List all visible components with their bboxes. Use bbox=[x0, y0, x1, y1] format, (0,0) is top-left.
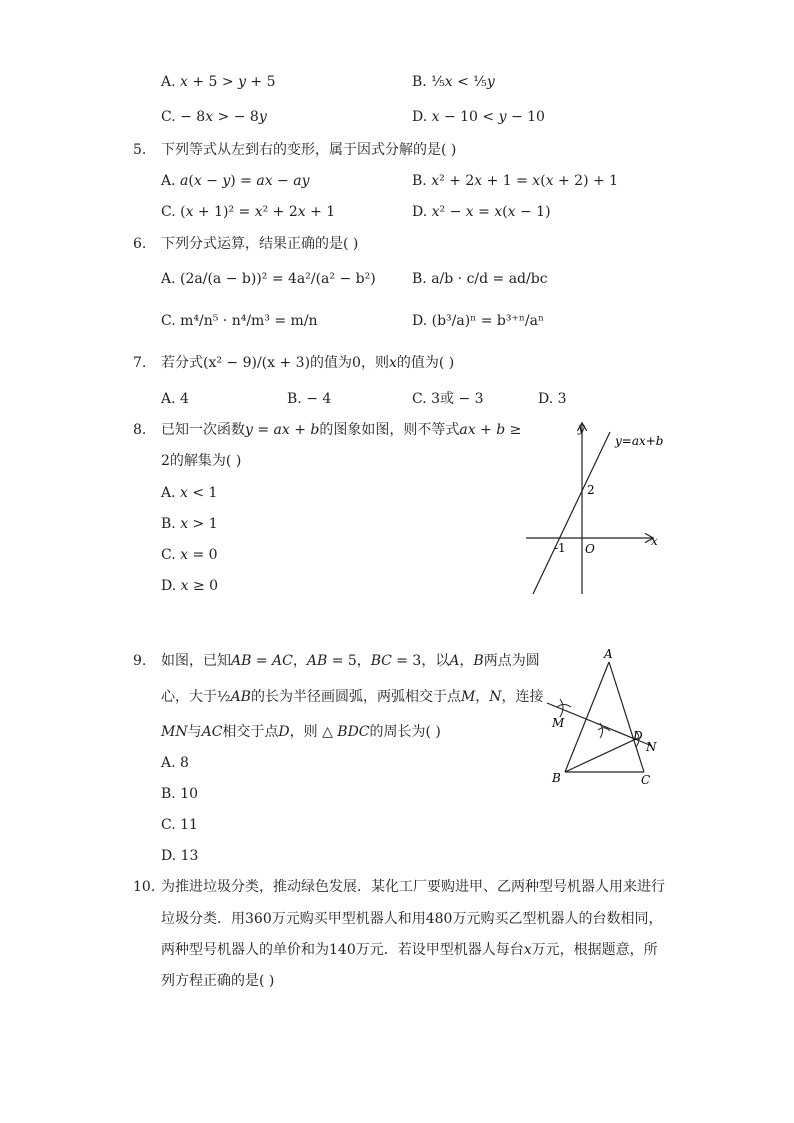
q5-option-c[interactable]: C. (𝑥 + 1)² = 𝑥² + 2𝑥 + 1 bbox=[161, 204, 336, 220]
question-10-line2: 垃圾分类．用360万元购买甲型机器人和用480万元购买乙型机器人的台数相同， bbox=[161, 911, 663, 927]
question-9-stem-line1: 如图，已知𝐴𝐵 = 𝐴𝐶，𝐴𝐵 = 5，𝐵𝐶 = 3，以𝐴，𝐵两点为圆 bbox=[161, 653, 540, 669]
y-intercept-label: 2 bbox=[587, 483, 595, 497]
vertex-c-label: C bbox=[641, 773, 651, 787]
x-intercept-label: -1 bbox=[554, 541, 566, 555]
question-5-stem: 下列等式从左到右的变形，属于因式分解的是( ) bbox=[161, 142, 457, 158]
question-6-stem: 下列分式运算，结果正确的是( ) bbox=[161, 236, 359, 252]
q5-option-d[interactable]: D. 𝑥² − 𝑥 = 𝑥(𝑥 − 1) bbox=[412, 204, 551, 220]
question-number-6: 6. bbox=[133, 236, 147, 252]
question-number-5: 5. bbox=[133, 142, 147, 158]
point-d-label: D bbox=[633, 729, 643, 743]
question-number-8: 8. bbox=[133, 422, 147, 438]
question-7-stem: 若分式(x² − 9)/(x + 3)的值为0，则𝑥的值为( ) bbox=[161, 355, 455, 371]
q6-option-b[interactable]: B. a/b · c/d = ad/bc bbox=[412, 271, 548, 287]
question-9-stem-line2: 心，大于½𝐴𝐵的长为半径画圆弧，两弧相交于点𝑀，𝑁，连接 bbox=[161, 689, 544, 705]
point-m-label: M bbox=[552, 716, 565, 730]
question-number-9: 9. bbox=[133, 653, 147, 669]
q4-option-d[interactable]: D. 𝑥 − 10 < 𝑦 − 10 bbox=[412, 109, 545, 125]
q6-option-d[interactable]: D. (b³/a)ⁿ = b³⁺ⁿ/aⁿ bbox=[412, 313, 545, 329]
q8-option-b[interactable]: B. 𝑥 > 1 bbox=[161, 516, 218, 532]
vertex-b-label: B bbox=[552, 771, 561, 785]
q7-option-d[interactable]: D. 3 bbox=[538, 391, 567, 407]
question-8-stem-line2: 2的解集为( ) bbox=[161, 453, 242, 469]
q5-option-a[interactable]: A. 𝑎(𝑥 − 𝑦) = 𝑎𝑥 − 𝑎𝑦 bbox=[161, 173, 310, 189]
question-10-line3: 两种型号机器人的单价和为140万元．若设甲型机器人每台𝑥万元，根据题意，所 bbox=[161, 942, 658, 958]
vertex-a-label: A bbox=[604, 647, 613, 661]
y-axis-label: y bbox=[578, 421, 585, 435]
linear-function-graph bbox=[520, 418, 670, 600]
question-number-7: 7. bbox=[133, 355, 147, 371]
question-9-stem-line3: 𝑀𝑁与𝐴𝐶相交于点𝐷，则 △ 𝐵𝐷𝐶的周长为( ) bbox=[161, 724, 441, 740]
q4-option-b[interactable]: B. ⅕𝑥 < ⅕𝑦 bbox=[412, 74, 495, 90]
arc-mark-m2 bbox=[557, 705, 571, 708]
line-label: y=ax+b bbox=[615, 434, 664, 448]
side-ab bbox=[565, 662, 609, 772]
x-axis-label: x bbox=[651, 534, 658, 548]
q6-option-c[interactable]: C. m⁴/n⁵ · n⁴/m³ = m/n bbox=[161, 313, 318, 329]
q8-option-c[interactable]: C. 𝑥 = 0 bbox=[161, 547, 218, 563]
q7-option-c[interactable]: C. 3或 − 3 bbox=[412, 391, 484, 407]
question-number-10: 10. bbox=[133, 879, 156, 895]
q7-option-b[interactable]: B. − 4 bbox=[287, 391, 332, 407]
point-n-label: N bbox=[646, 740, 657, 754]
question-10-line4: 列方程正确的是( ) bbox=[161, 973, 275, 989]
triangle-figure bbox=[540, 645, 670, 790]
q9-option-b[interactable]: B. 10 bbox=[161, 786, 199, 802]
q7-option-a[interactable]: A. 4 bbox=[161, 391, 189, 407]
question-8-stem-line1: 已知一次函数𝑦 = 𝑎𝑥 + 𝑏的图象如图，则不等式𝑎𝑥 + 𝑏 ≥ bbox=[161, 422, 522, 438]
q4-option-c[interactable]: C. − 8𝑥 > − 8𝑦 bbox=[161, 109, 267, 125]
q6-option-a[interactable]: A. (2a/(a − b))² = 4a²/(a² − b²) bbox=[161, 271, 376, 287]
side-ac bbox=[609, 662, 644, 772]
q9-option-c[interactable]: C. 11 bbox=[161, 817, 198, 833]
q5-option-b[interactable]: B. 𝑥² + 2𝑥 + 1 = 𝑥(𝑥 + 2) + 1 bbox=[412, 173, 619, 189]
q9-option-d[interactable]: D. 13 bbox=[161, 848, 199, 864]
q9-option-a[interactable]: A. 8 bbox=[161, 755, 189, 771]
q4-option-a[interactable]: A. 𝑥 + 5 > 𝑦 + 5 bbox=[161, 74, 276, 90]
function-line bbox=[533, 432, 610, 594]
origin-label: O bbox=[585, 542, 595, 556]
question-10-line1: 为推进垃圾分类，推动绿色发展．某化工厂要购进甲、乙两种型号机器人用来进行 bbox=[161, 879, 665, 895]
q8-option-a[interactable]: A. 𝑥 < 1 bbox=[161, 485, 218, 501]
q8-option-d[interactable]: D. 𝑥 ≥ 0 bbox=[161, 578, 219, 594]
